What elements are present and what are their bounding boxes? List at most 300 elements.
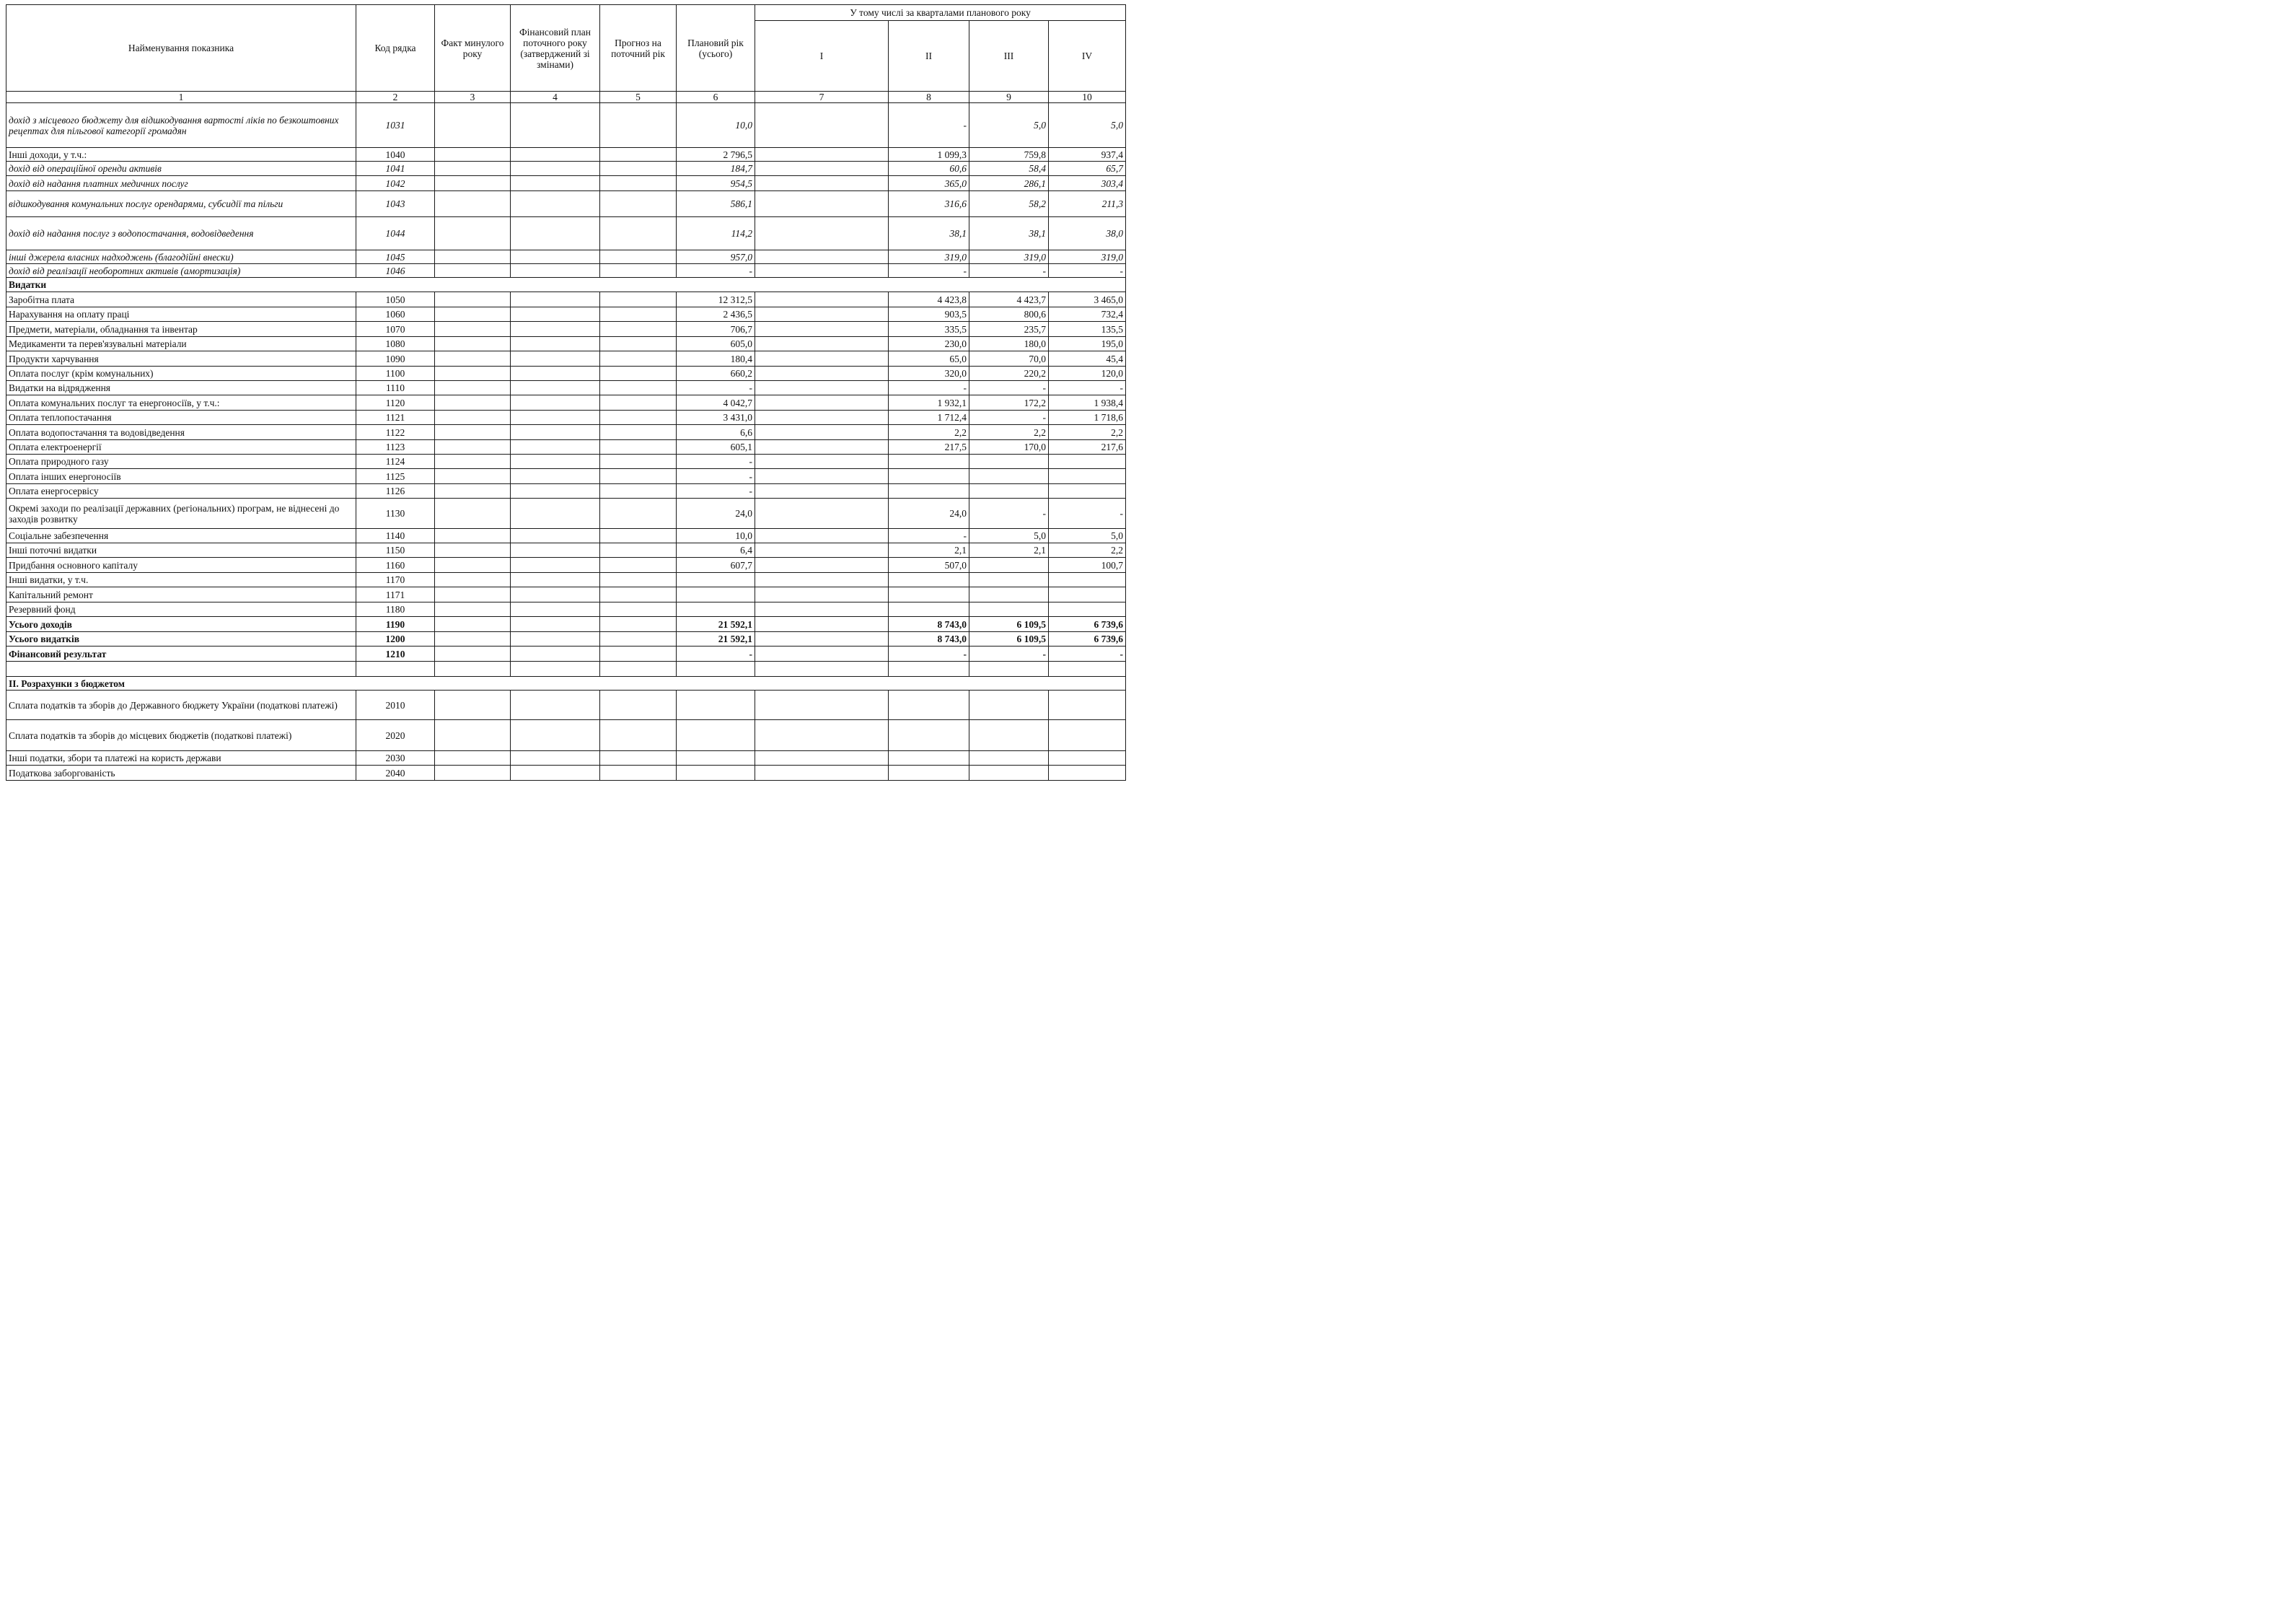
plan-year-cell: 180,4 <box>677 351 755 367</box>
col-number: 2 <box>356 92 435 103</box>
row-label: Резервний фонд <box>6 602 356 617</box>
q1-cell <box>755 691 889 720</box>
plan-year-cell: 607,7 <box>677 558 755 573</box>
q2-cell: 1 712,4 <box>889 411 969 425</box>
q1-cell <box>755 751 889 766</box>
fin-plan-cell <box>511 103 600 148</box>
q2-cell: - <box>889 381 969 395</box>
q4-cell: 45,4 <box>1049 351 1126 367</box>
table-row <box>6 292 1126 307</box>
row-label: Нарахування на оплату праці <box>6 307 356 322</box>
q1-cell <box>755 351 889 367</box>
table-body <box>6 103 1126 781</box>
q4-cell: 3 465,0 <box>1049 292 1126 307</box>
row-label: Оплата природного газу <box>6 455 356 469</box>
fin-plan-cell <box>511 322 600 337</box>
empty-cell <box>969 662 1049 677</box>
table-row <box>6 351 1126 367</box>
row-code: 1100 <box>356 367 435 381</box>
fin-plan-cell <box>511 425 600 440</box>
fact-cell <box>435 264 511 278</box>
row-label: дохід від надання платних медичних послуг <box>6 176 356 191</box>
row-code: 1043 <box>356 191 435 217</box>
row-label: Усього доходів <box>6 617 356 632</box>
row-code: 1044 <box>356 217 435 250</box>
table-row <box>6 499 1126 529</box>
fin-plan-cell <box>511 162 600 176</box>
fact-cell <box>435 720 511 751</box>
empty-cell <box>356 662 435 677</box>
q4-cell: 100,7 <box>1049 558 1126 573</box>
q1-cell <box>755 543 889 558</box>
plan-year-cell <box>677 691 755 720</box>
q2-cell: 24,0 <box>889 499 969 529</box>
table-row <box>6 307 1126 322</box>
q1-cell <box>755 292 889 307</box>
q4-cell: 135,5 <box>1049 322 1126 337</box>
plan-year-cell: 957,0 <box>677 250 755 264</box>
q2-cell: 903,5 <box>889 307 969 322</box>
q2-cell: 335,5 <box>889 322 969 337</box>
plan-year-cell: 10,0 <box>677 103 755 148</box>
q2-cell: 1 099,3 <box>889 148 969 162</box>
col-header-q4: IV <box>1049 21 1126 92</box>
empty-cell <box>435 662 511 677</box>
forecast-cell <box>600 691 677 720</box>
row-label: Усього видатків <box>6 632 356 647</box>
q4-cell: 1 718,6 <box>1049 411 1126 425</box>
forecast-cell <box>600 411 677 425</box>
fin-plan-cell <box>511 720 600 751</box>
q3-cell: 6 109,5 <box>969 632 1049 647</box>
q4-cell: 732,4 <box>1049 307 1126 322</box>
fin-plan-cell <box>511 264 600 278</box>
col-header-forecast: Прогноз на поточний рік <box>600 5 677 92</box>
q3-cell: 172,2 <box>969 395 1049 411</box>
q4-cell: 937,4 <box>1049 148 1126 162</box>
q2-cell: 65,0 <box>889 351 969 367</box>
q4-cell: 303,4 <box>1049 176 1126 191</box>
plan-year-cell: - <box>677 264 755 278</box>
q1-cell <box>755 632 889 647</box>
q3-cell <box>969 455 1049 469</box>
q3-cell: 2,1 <box>969 543 1049 558</box>
col-header-q3: III <box>969 21 1049 92</box>
q2-cell <box>889 691 969 720</box>
plan-year-cell: 2 436,5 <box>677 307 755 322</box>
col-number: 6 <box>677 92 755 103</box>
q4-cell: 5,0 <box>1049 529 1126 543</box>
forecast-cell <box>600 632 677 647</box>
q2-cell <box>889 455 969 469</box>
row-code: 1126 <box>356 484 435 499</box>
spacer-row <box>6 662 1126 677</box>
row-label: Сплата податків та зборів до місцевих бюджетів (податкові платежі) <box>6 720 356 751</box>
forecast-cell <box>600 307 677 322</box>
plan-year-cell <box>677 602 755 617</box>
plan-year-cell: 6,4 <box>677 543 755 558</box>
fin-plan-cell <box>511 351 600 367</box>
q1-cell <box>755 484 889 499</box>
forecast-cell <box>600 647 677 662</box>
row-label: Сплата податків та зборів до Державного бюджету України (податкові платежі) <box>6 691 356 720</box>
row-label: Оплата водопостачання та водовідведення <box>6 425 356 440</box>
row-code: 1130 <box>356 499 435 529</box>
q1-cell <box>755 191 889 217</box>
plan-year-cell: - <box>677 484 755 499</box>
fact-cell <box>435 632 511 647</box>
forecast-cell <box>600 292 677 307</box>
q2-cell <box>889 720 969 751</box>
fact-cell <box>435 751 511 766</box>
q1-cell <box>755 264 889 278</box>
q1-cell <box>755 411 889 425</box>
q3-cell <box>969 587 1049 602</box>
empty-cell <box>889 662 969 677</box>
fin-plan-cell <box>511 250 600 264</box>
q1-cell <box>755 587 889 602</box>
col-number: 3 <box>435 92 511 103</box>
q1-cell <box>755 395 889 411</box>
row-label: Податкова заборгованість <box>6 766 356 781</box>
q4-cell: 65,7 <box>1049 162 1126 176</box>
fin-plan-cell <box>511 469 600 484</box>
q3-cell <box>969 720 1049 751</box>
col-header-plan-year: Плановий рік (усього) <box>677 5 755 92</box>
forecast-cell <box>600 587 677 602</box>
q3-cell <box>969 602 1049 617</box>
forecast-cell <box>600 617 677 632</box>
q4-cell: 211,3 <box>1049 191 1126 217</box>
row-label: Оплата теплопостачання <box>6 411 356 425</box>
q1-cell <box>755 529 889 543</box>
fin-plan-cell <box>511 440 600 455</box>
row-label: Фінансовий результат <box>6 647 356 662</box>
forecast-cell <box>600 337 677 351</box>
fin-plan-cell <box>511 602 600 617</box>
fact-cell <box>435 191 511 217</box>
q3-cell: 759,8 <box>969 148 1049 162</box>
row-code: 1123 <box>356 440 435 455</box>
row-code: 1042 <box>356 176 435 191</box>
table-row <box>6 617 1126 632</box>
fact-cell <box>435 617 511 632</box>
q3-cell: - <box>969 411 1049 425</box>
fact-cell <box>435 351 511 367</box>
plan-year-cell <box>677 720 755 751</box>
table-row <box>6 395 1126 411</box>
q4-cell: 195,0 <box>1049 337 1126 351</box>
col-number: 10 <box>1049 92 1126 103</box>
plan-year-cell <box>677 587 755 602</box>
table-row <box>6 322 1126 337</box>
row-code: 1210 <box>356 647 435 662</box>
row-code: 1170 <box>356 573 435 587</box>
fin-plan-cell <box>511 411 600 425</box>
row-code: 1124 <box>356 455 435 469</box>
q1-cell <box>755 573 889 587</box>
q3-cell: 5,0 <box>969 529 1049 543</box>
fin-plan-cell <box>511 455 600 469</box>
q1-cell <box>755 148 889 162</box>
fin-plan-cell <box>511 484 600 499</box>
table-row <box>6 573 1126 587</box>
q1-cell <box>755 217 889 250</box>
table-row <box>6 691 1126 720</box>
forecast-cell <box>600 529 677 543</box>
q3-cell: 4 423,7 <box>969 292 1049 307</box>
q2-cell: 2,1 <box>889 543 969 558</box>
forecast-cell <box>600 484 677 499</box>
q4-cell: - <box>1049 499 1126 529</box>
q2-cell: 319,0 <box>889 250 969 264</box>
row-label: дохід від операційної оренди активів <box>6 162 356 176</box>
table-row <box>6 647 1126 662</box>
q1-cell <box>755 162 889 176</box>
table-row <box>6 543 1126 558</box>
forecast-cell <box>600 191 677 217</box>
forecast-cell <box>600 543 677 558</box>
fin-plan-cell <box>511 395 600 411</box>
q1-cell <box>755 499 889 529</box>
table-row <box>6 425 1126 440</box>
fin-plan-cell <box>511 647 600 662</box>
q3-cell <box>969 691 1049 720</box>
table-row <box>6 103 1126 148</box>
table-row <box>6 264 1126 278</box>
forecast-cell <box>600 322 677 337</box>
plan-year-cell: 184,7 <box>677 162 755 176</box>
plan-year-cell: 4 042,7 <box>677 395 755 411</box>
forecast-cell <box>600 602 677 617</box>
q1-cell <box>755 322 889 337</box>
q1-cell <box>755 558 889 573</box>
row-code: 1160 <box>356 558 435 573</box>
q1-cell <box>755 455 889 469</box>
q2-cell: 365,0 <box>889 176 969 191</box>
fact-cell <box>435 529 511 543</box>
q4-cell <box>1049 469 1126 484</box>
q1-cell <box>755 766 889 781</box>
table-row <box>6 148 1126 162</box>
row-code: 1122 <box>356 425 435 440</box>
q4-cell <box>1049 691 1126 720</box>
table-row <box>6 529 1126 543</box>
q2-cell: - <box>889 529 969 543</box>
fact-cell <box>435 484 511 499</box>
fin-plan-cell <box>511 529 600 543</box>
fin-plan-cell <box>511 499 600 529</box>
row-code: 1120 <box>356 395 435 411</box>
table-row <box>6 632 1126 647</box>
row-label: Соціальне забезпечення <box>6 529 356 543</box>
q4-cell: 1 938,4 <box>1049 395 1126 411</box>
q4-cell <box>1049 484 1126 499</box>
q3-cell: 5,0 <box>969 103 1049 148</box>
fact-cell <box>435 425 511 440</box>
fact-cell <box>435 292 511 307</box>
plan-year-cell: 605,1 <box>677 440 755 455</box>
forecast-cell <box>600 351 677 367</box>
forecast-cell <box>600 573 677 587</box>
forecast-cell <box>600 558 677 573</box>
row-code: 1140 <box>356 529 435 543</box>
forecast-cell <box>600 469 677 484</box>
q4-cell: 5,0 <box>1049 103 1126 148</box>
row-label: дохід від надання послуг з водопостачання, водовідведення <box>6 217 356 250</box>
row-label: Оплата енергосервісу <box>6 484 356 499</box>
q3-cell: 800,6 <box>969 307 1049 322</box>
q2-cell: 38,1 <box>889 217 969 250</box>
forecast-cell <box>600 751 677 766</box>
q3-cell: 170,0 <box>969 440 1049 455</box>
row-label: Інші податки, збори та платежі на користь держави <box>6 751 356 766</box>
table-row <box>6 587 1126 602</box>
q2-cell <box>889 484 969 499</box>
forecast-cell <box>600 264 677 278</box>
q3-cell <box>969 558 1049 573</box>
forecast-cell <box>600 381 677 395</box>
forecast-cell <box>600 395 677 411</box>
fact-cell <box>435 543 511 558</box>
q3-cell: 235,7 <box>969 322 1049 337</box>
q2-cell <box>889 602 969 617</box>
q3-cell: 58,2 <box>969 191 1049 217</box>
empty-cell <box>511 662 600 677</box>
fact-cell <box>435 367 511 381</box>
q1-cell <box>755 440 889 455</box>
plan-year-cell: 3 431,0 <box>677 411 755 425</box>
row-label: Окремі заходи по реалізації державних (регіональних) програм, не віднесені до заходів розвитку <box>6 499 356 529</box>
col-header-quarters-group: У тому числі за кварталами планового року <box>755 5 1126 21</box>
q1-cell <box>755 720 889 751</box>
q1-cell <box>755 381 889 395</box>
row-code: 1171 <box>356 587 435 602</box>
fact-cell <box>435 148 511 162</box>
row-code: 1090 <box>356 351 435 367</box>
row-code: 2020 <box>356 720 435 751</box>
plan-year-cell: 586,1 <box>677 191 755 217</box>
row-code: 1041 <box>356 162 435 176</box>
row-label: Капітальний ремонт <box>6 587 356 602</box>
q1-cell <box>755 617 889 632</box>
row-code: 1110 <box>356 381 435 395</box>
fact-cell <box>435 499 511 529</box>
fin-plan-cell <box>511 573 600 587</box>
col-header-q1: I <box>755 21 889 92</box>
row-label: Оплата електроенергії <box>6 440 356 455</box>
fact-cell <box>435 103 511 148</box>
q3-cell: - <box>969 647 1049 662</box>
table-row <box>6 381 1126 395</box>
fact-cell <box>435 337 511 351</box>
empty-cell <box>6 662 356 677</box>
q3-cell <box>969 484 1049 499</box>
q4-cell: 319,0 <box>1049 250 1126 264</box>
fin-plan-cell <box>511 367 600 381</box>
fact-cell <box>435 455 511 469</box>
q1-cell <box>755 103 889 148</box>
q3-cell: - <box>969 499 1049 529</box>
fin-plan-cell <box>511 632 600 647</box>
fin-plan-cell <box>511 543 600 558</box>
section-title: ІІ. Розрахунки з бюджетом <box>6 677 1126 691</box>
q3-cell: 319,0 <box>969 250 1049 264</box>
plan-year-cell: 6,6 <box>677 425 755 440</box>
row-label: Заробітна плата <box>6 292 356 307</box>
row-label: Інші доходи, у т.ч.: <box>6 148 356 162</box>
q4-cell: 6 739,6 <box>1049 617 1126 632</box>
fin-plan-cell <box>511 176 600 191</box>
col-header-q2: II <box>889 21 969 92</box>
q3-cell: 220,2 <box>969 367 1049 381</box>
plan-year-cell <box>677 766 755 781</box>
table-row <box>6 602 1126 617</box>
col-number: 1 <box>6 92 356 103</box>
plan-year-cell: 10,0 <box>677 529 755 543</box>
col-header-fin-plan: Фінансовий план поточного року (затверджений зі змінами) <box>511 5 600 92</box>
fact-cell <box>435 587 511 602</box>
fin-plan-cell <box>511 691 600 720</box>
fact-cell <box>435 162 511 176</box>
q2-cell: - <box>889 264 969 278</box>
q2-cell: 507,0 <box>889 558 969 573</box>
table-row <box>6 766 1126 781</box>
q2-cell <box>889 573 969 587</box>
q2-cell: 60,6 <box>889 162 969 176</box>
fact-cell <box>435 766 511 781</box>
row-code: 1045 <box>356 250 435 264</box>
col-number: 4 <box>511 92 600 103</box>
fin-plan-cell <box>511 766 600 781</box>
fact-cell <box>435 307 511 322</box>
q2-cell: 8 743,0 <box>889 632 969 647</box>
table-row <box>6 176 1126 191</box>
col-header-code: Код рядка <box>356 5 435 92</box>
q3-cell: - <box>969 264 1049 278</box>
plan-year-cell <box>677 573 755 587</box>
fin-plan-cell <box>511 292 600 307</box>
row-label: дохід з місцевого бюджету для відшкодування вартості ліків по безкоштовних рецептах для пільгової категорії громадян <box>6 103 356 148</box>
empty-cell <box>677 662 755 677</box>
forecast-cell <box>600 176 677 191</box>
fact-cell <box>435 691 511 720</box>
q4-cell <box>1049 720 1126 751</box>
col-header-name: Найменування показника <box>6 5 356 92</box>
fact-cell <box>435 602 511 617</box>
q2-cell: - <box>889 647 969 662</box>
row-code: 1046 <box>356 264 435 278</box>
row-label: Інші видатки, у т.ч. <box>6 573 356 587</box>
plan-year-cell <box>677 751 755 766</box>
table-row <box>6 751 1126 766</box>
row-label: Оплата комунальних послуг та енергоносіїв, у т.ч.: <box>6 395 356 411</box>
fact-cell <box>435 647 511 662</box>
q3-cell <box>969 469 1049 484</box>
q2-cell: 2,2 <box>889 425 969 440</box>
row-code: 1125 <box>356 469 435 484</box>
row-label: Продукти харчування <box>6 351 356 367</box>
col-number: 5 <box>600 92 677 103</box>
fin-plan-cell <box>511 751 600 766</box>
plan-year-cell: - <box>677 647 755 662</box>
forecast-cell <box>600 148 677 162</box>
row-code: 1150 <box>356 543 435 558</box>
fin-plan-cell <box>511 148 600 162</box>
table-row <box>6 337 1126 351</box>
row-label: дохід від реалізації необоротних активів (амортизація) <box>6 264 356 278</box>
fin-plan-cell <box>511 587 600 602</box>
